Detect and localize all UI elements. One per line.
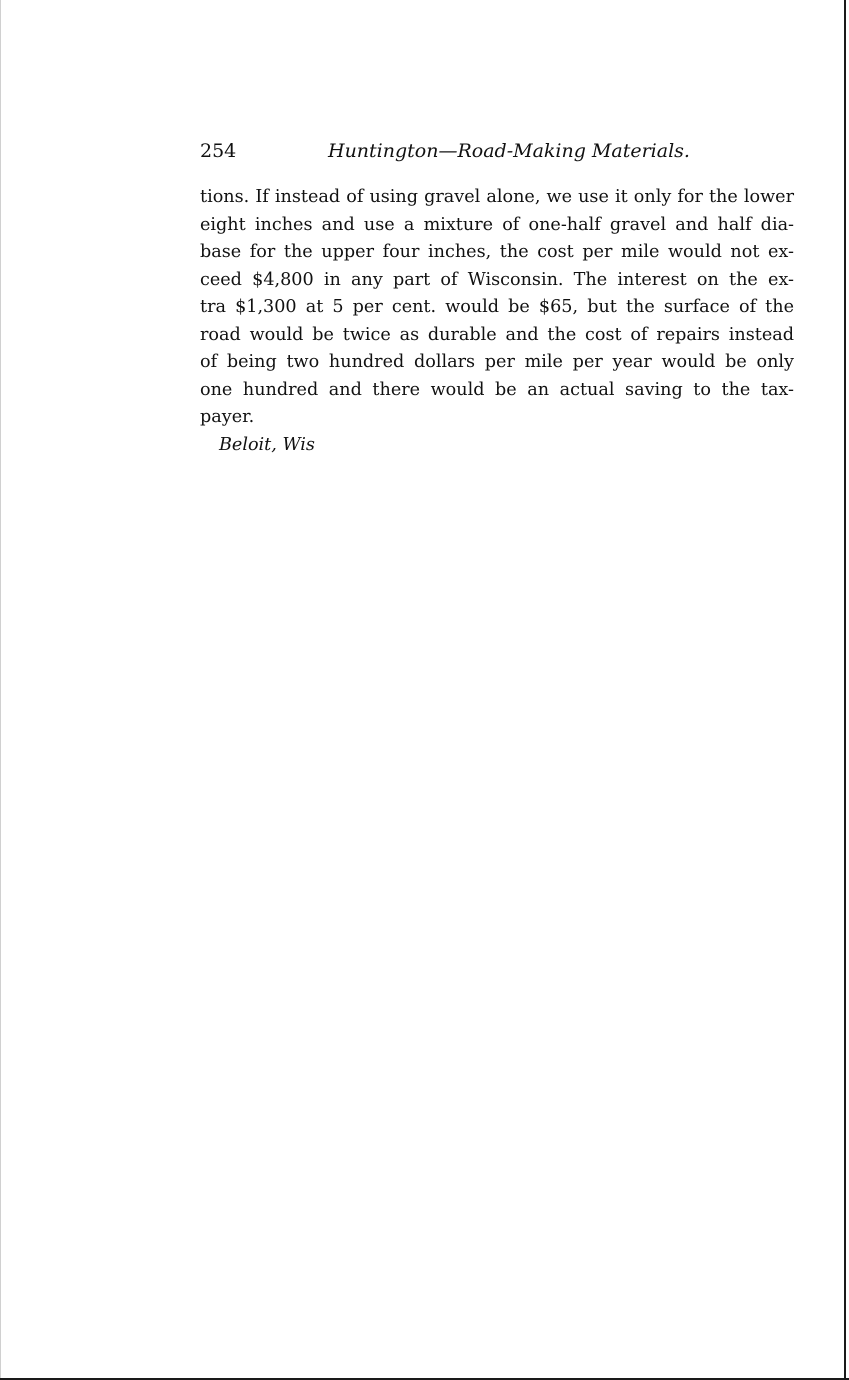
text-line: eight inches and use a mixture of one-half gravel and half dia- [200, 214, 794, 235]
running-header [200, 138, 690, 168]
text-line: tions. If instead of using gravel alone, we use it only for the lower [200, 187, 794, 207]
page-number: 254 [200, 140, 237, 162]
text-line: one hundred and there would be an actual saving to the tax- [200, 379, 794, 400]
text-line: tra $1,300 at 5 per cent. would be $65, but the surface of the [200, 297, 794, 317]
page-border-right [844, 0, 846, 1380]
signature-place: Beloit, Wis [219, 435, 315, 455]
text-line: road would be twice as durable and the cost of repairs instead [200, 324, 794, 345]
page-edge-left [0, 0, 1, 1380]
text-line: of being two hundred dollars per mile per year would be only [200, 352, 794, 372]
running-title: Huntington—Road-Making Materials. [328, 140, 690, 162]
body-paragraph [200, 184, 794, 432]
text-line: ceed $4,800 in any part of Wisconsin. The interest on the ex- [200, 269, 794, 290]
text-line: base for the upper four inches, the cost per mile would not ex- [200, 242, 794, 262]
text-line: payer. [200, 407, 255, 427]
